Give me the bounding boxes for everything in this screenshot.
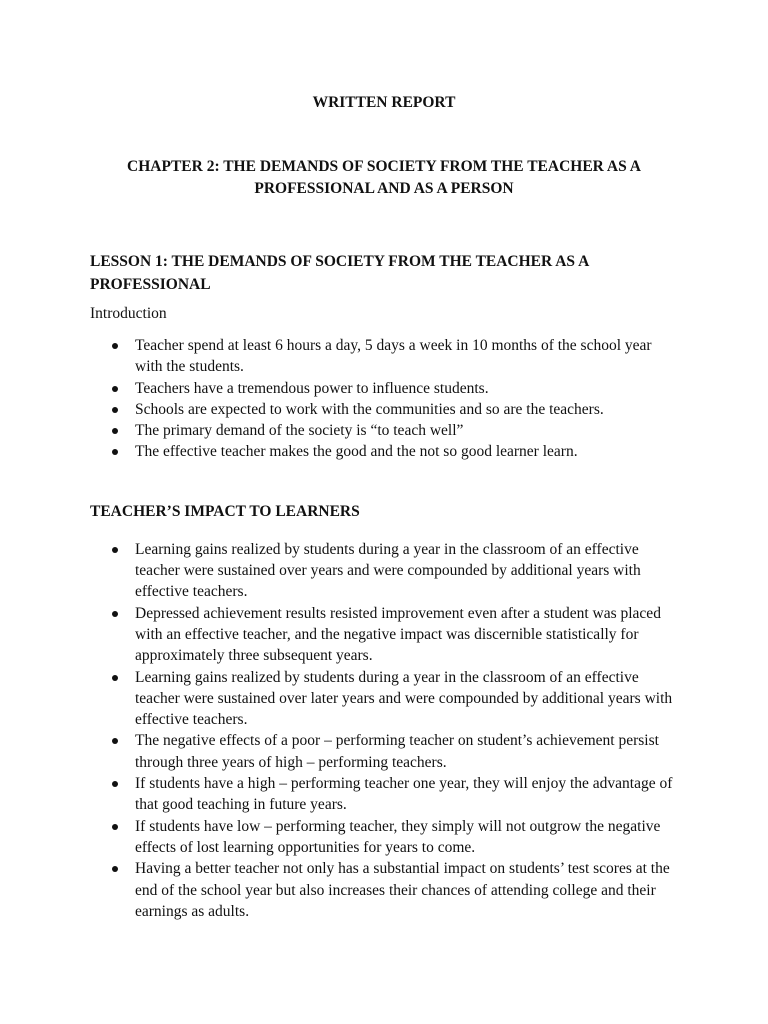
- introduction-label: Introduction: [90, 305, 167, 322]
- chapter-title: [90, 156, 678, 200]
- list-item-text: The negative effects of a poor – performing teacher on student’s achievement persist through three years of high – performing teachers.: [135, 732, 659, 771]
- list-item: [135, 378, 678, 399]
- list-item: [135, 667, 678, 731]
- impact-bullet-list: [90, 539, 678, 922]
- list-item: [135, 603, 678, 667]
- list-item: [135, 730, 678, 773]
- list-item: [135, 420, 678, 441]
- list-item: [135, 539, 678, 603]
- bullet-icon: [112, 824, 118, 830]
- list-item-text: Depressed achievement results resisted improvement even after a student was placed with an effective teacher, and the negative impact was discernible statistically for approximately three subsequent years.: [135, 604, 661, 665]
- chapter-title-line-2: PROFESSIONAL AND AS A PERSON: [254, 180, 514, 197]
- bullet-icon: [112, 547, 118, 553]
- list-item-text: Teachers have a tremendous power to influence students.: [135, 379, 489, 397]
- list-item-text: The primary demand of the society is “to teach well”: [135, 422, 464, 440]
- list-item: [135, 335, 678, 378]
- list-item-text: The effective teacher makes the good and the not so good learner learn.: [135, 443, 578, 461]
- lesson-title-line-1: LESSON 1: THE DEMANDS OF SOCIETY FROM THE TEACHER AS A: [90, 253, 590, 270]
- impact-section-heading: TEACHER’S IMPACT TO LEARNERS: [90, 502, 360, 520]
- bullet-icon: [112, 781, 118, 787]
- list-item-text: If students have low – performing teacher, they simply will not outgrow the negative effects of lost learning opportunities for years to come.: [135, 817, 661, 856]
- bullet-icon: [112, 675, 118, 681]
- introduction-bullet-list: [90, 335, 678, 463]
- list-item-text: Schools are expected to work with the communities and so are the teachers.: [135, 400, 604, 418]
- list-item-text: If students have a high – performing teacher one year, they will enjoy the advantage of that good teaching in future years.: [135, 775, 673, 814]
- list-item-text: Having a better teacher not only has a substantial impact on students’ test scores at the end of the school year but also increases their chances of attending college and their earnings as adults.: [135, 860, 670, 920]
- bullet-icon: [112, 386, 118, 392]
- lesson-title-line-2: PROFESSIONAL: [90, 276, 211, 293]
- bullet-icon: [112, 738, 118, 744]
- bullet-icon: [112, 866, 118, 872]
- document-title: WRITTEN REPORT: [312, 94, 456, 111]
- list-item: [135, 399, 678, 420]
- lesson-title: [90, 250, 678, 296]
- list-item: [135, 773, 678, 816]
- bullet-icon: [112, 611, 118, 617]
- chapter-title-line-1: CHAPTER 2: THE DEMANDS OF SOCIETY FROM THE TEACHER AS A: [127, 158, 641, 175]
- bullet-icon: [112, 407, 118, 413]
- list-item-text: Teacher spend at least 6 hours a day, 5 days a week in 10 months of the school year with the students.: [135, 337, 652, 376]
- list-item-text: Learning gains realized by students during a year in the classroom of an effective teacher were sustained over years and were compounded by additional years with effective teachers.: [135, 540, 641, 601]
- list-item: [135, 858, 678, 922]
- bullet-icon: [112, 343, 118, 349]
- bullet-icon: [112, 428, 118, 434]
- list-item-text: Learning gains realized by students during a year in the classroom of an effective teacher were sustained over later years and were compounded by additional years with effective teachers.: [135, 668, 673, 729]
- list-item: [135, 441, 678, 462]
- bullet-icon: [112, 449, 118, 455]
- list-item: [135, 816, 678, 859]
